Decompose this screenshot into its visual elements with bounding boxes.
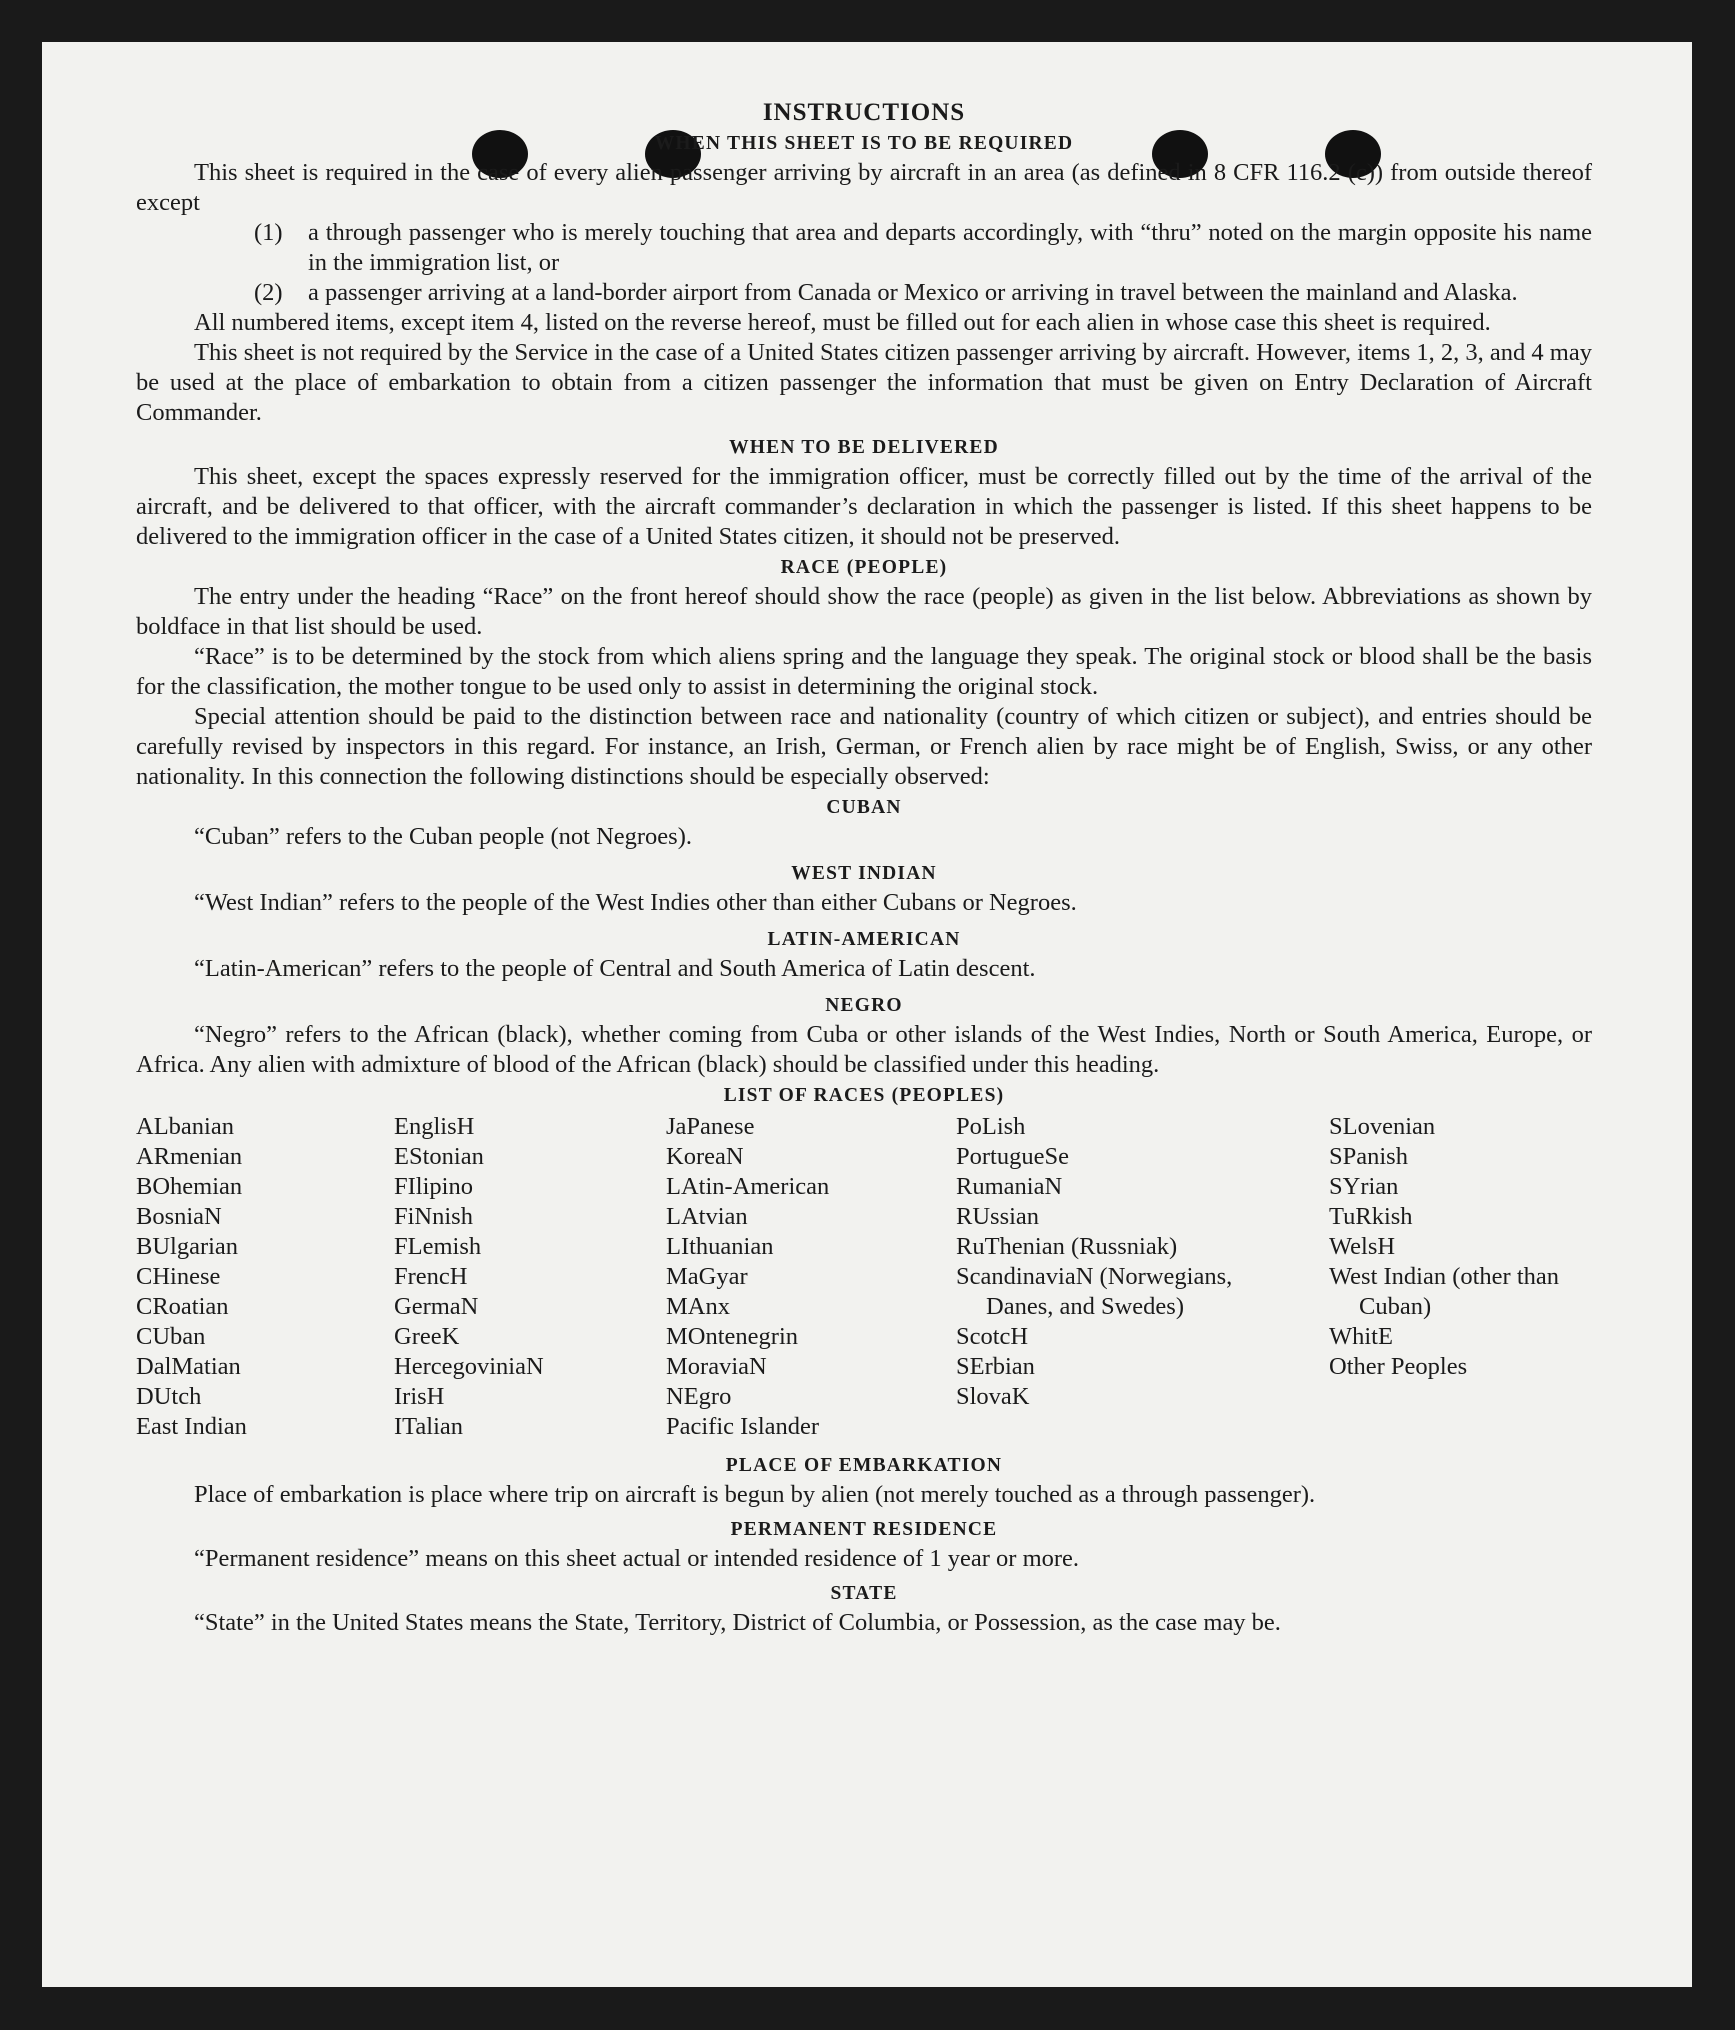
- race-item: GreeK: [394, 1323, 460, 1350]
- race-item: TuRkish: [1329, 1203, 1413, 1230]
- race-item: MAnx: [666, 1293, 730, 1320]
- numbered-item: [136, 278, 1592, 308]
- race-item: ALbanian: [136, 1113, 234, 1140]
- heading-list-of-races: LIST OF RACES (PEOPLES): [723, 1085, 1005, 1106]
- paragraph: “West Indian” refers to the people of the West Indies other than either Cubans or Negroes.: [194, 889, 1077, 916]
- race-list: [136, 1112, 1592, 1442]
- heading-latin-american: LATIN-AMERICAN: [767, 929, 961, 950]
- race-item: SYrian: [1329, 1173, 1399, 1200]
- heading-state: STATE: [830, 1583, 898, 1604]
- race-item: Pacific Islander: [666, 1413, 820, 1440]
- race-item: ScandinaviaN (Norwegians, Danes, and Swedes): [956, 1263, 1233, 1320]
- race-item: JaPanese: [666, 1113, 755, 1140]
- paragraph: This sheet is required in the case of every alien passenger arriving by aircraft in an area (as defined in 8 CFR 116.2 (c)) from outside thereof except: [136, 159, 1592, 216]
- race-item: GermaN: [394, 1293, 479, 1320]
- heading-negro: NEGRO: [825, 995, 903, 1016]
- heading-west-indian: WEST INDIAN: [791, 863, 937, 884]
- heading-cuban: CUBAN: [826, 797, 902, 818]
- race-item: RumaniaN: [956, 1173, 1063, 1200]
- item-text: a passenger arriving at a land-border airport from Canada or Mexico or arriving in travel between the mainland and Alaska.: [308, 279, 1518, 306]
- race-item: FIlipino: [394, 1173, 473, 1200]
- page-title: INSTRUCTIONS: [762, 99, 966, 126]
- paragraph: “Latin-American” refers to the people of Central and South America of Latin descent.: [194, 955, 1036, 982]
- race-item: LAtin-American: [666, 1173, 830, 1200]
- numbered-item: [136, 218, 1592, 278]
- race-item: SlovaK: [956, 1383, 1030, 1410]
- race-item: FrencH: [394, 1263, 468, 1290]
- race-item: FiNnish: [394, 1203, 473, 1230]
- heading-when-delivered: WHEN TO BE DELIVERED: [729, 437, 999, 458]
- paragraph: This sheet, except the spaces expressly reserved for the immigration officer, must be correctly filled out by the time of the arrival of the aircraft, and be delivered to that officer, with the aircraft commander’s declaration in which the passenger is listed. If this sheet happens to be delivered to the immigration officer in the case of a United States citizen, it should not be preserved.: [136, 463, 1592, 550]
- heading-permanent-residence: PERMANENT RESIDENCE: [730, 1519, 998, 1540]
- paragraph: The entry under the heading “Race” on the front hereof should show the race (people) as given in the list below. Abbreviations as shown by boldface in that list should be used.: [136, 583, 1592, 640]
- item-text: a through passenger who is merely touching that area and departs accordingly, with “thru” noted on the margin opposite his name in the immigration list, or: [308, 219, 1592, 276]
- race-item: SErbian: [956, 1353, 1035, 1380]
- race-item: EStonian: [394, 1143, 484, 1170]
- race-column-2: [394, 1112, 666, 1442]
- paragraph: “Race” is to be determined by the stock from which aliens spring and the language they speak. The original stock or blood shall be the basis for the classification, the mother tongue to be used only to assist in determining the original stock.: [136, 643, 1592, 700]
- race-item: West Indian (other than Cuban): [1329, 1263, 1560, 1320]
- race-item: ARmenian: [136, 1143, 243, 1170]
- race-item: DalMatian: [136, 1353, 241, 1380]
- race-item: BosniaN: [136, 1203, 222, 1230]
- paragraph: Place of embarkation is place where trip on aircraft is begun by alien (not merely touched as a through passenger).: [194, 1481, 1316, 1508]
- race-column-5: [1329, 1112, 1592, 1442]
- paragraph: All numbered items, except item 4, listed on the reverse hereof, must be filled out for each alien in whose case this sheet is required.: [194, 309, 1491, 336]
- race-column-4: [956, 1112, 1329, 1442]
- heading-race: RACE (PEOPLE): [780, 557, 948, 578]
- race-item: LAtvian: [666, 1203, 748, 1230]
- race-item: LIthuanian: [666, 1233, 774, 1260]
- race-item: CUban: [136, 1323, 206, 1350]
- race-item: NEgro: [666, 1383, 732, 1410]
- race-item: BOhemian: [136, 1173, 243, 1200]
- race-item: BUlgarian: [136, 1233, 239, 1260]
- race-item: East Indian: [136, 1413, 247, 1440]
- race-item: CRoatian: [136, 1293, 229, 1320]
- item-number: (1): [254, 219, 283, 246]
- race-item: IrisH: [394, 1383, 445, 1410]
- paragraph: “Negro” refers to the African (black), whether coming from Cuba or other islands of the West Indies, North or South America, Europe, or Africa. Any alien with admixture of blood of the African (black) should be classified under this heading.: [136, 1021, 1592, 1078]
- race-item: Other Peoples: [1329, 1353, 1468, 1380]
- race-item: RuThenian (Russniak): [956, 1233, 1178, 1260]
- race-column-3: [666, 1112, 956, 1442]
- race-column-1: [136, 1112, 394, 1442]
- race-item: ScotcH: [956, 1323, 1029, 1350]
- paragraph: “Cuban” refers to the Cuban people (not Negroes).: [194, 823, 692, 850]
- race-item: PoLish: [956, 1113, 1026, 1140]
- race-item: SPanish: [1329, 1143, 1408, 1170]
- paragraph: “Permanent residence” means on this sheet actual or intended residence of 1 year or more.: [194, 1545, 1080, 1572]
- race-item: FLemish: [394, 1233, 482, 1260]
- race-item: KoreaN: [666, 1143, 744, 1170]
- paragraph: This sheet is not required by the Service in the case of a United States citizen passenger arriving by aircraft. However, items 1, 2, 3, and 4 may be used at the place of embarkation to obtain from a citizen passenger the information that must be given on Entry Declaration of Aircraft Commander.: [136, 339, 1592, 426]
- race-item: ITalian: [394, 1413, 464, 1440]
- race-item: CHinese: [136, 1263, 221, 1290]
- race-item: WelsH: [1329, 1233, 1396, 1260]
- heading-place-of-embarkation: PLACE OF EMBARKATION: [725, 1455, 1003, 1476]
- document-content: [136, 98, 1592, 1638]
- race-item: SLovenian: [1329, 1113, 1436, 1140]
- race-item: WhitE: [1329, 1323, 1393, 1350]
- race-item: EnglisH: [394, 1113, 475, 1140]
- race-item: PortugueSe: [956, 1143, 1069, 1170]
- race-item: MaGyar: [666, 1263, 748, 1290]
- race-item: MoraviaN: [666, 1353, 767, 1380]
- heading-when-required: WHEN THIS SHEET IS TO BE REQUIRED: [654, 133, 1074, 154]
- paragraph: “State” in the United States means the State, Territory, District of Columbia, or Possession, as the case may be.: [194, 1609, 1281, 1636]
- race-item: RUssian: [956, 1203, 1040, 1230]
- item-number: (2): [254, 279, 283, 306]
- race-item: MOntenegrin: [666, 1323, 798, 1350]
- paragraph: Special attention should be paid to the distinction between race and nationality (country of which citizen or subject), and entries should be carefully revised by inspectors in this regard. For instance, an Irish, German, or French alien by race might be of English, Swiss, or any other nationality. In this connection the following distinctions should be especially observed:: [136, 703, 1592, 790]
- race-item: DUtch: [136, 1383, 202, 1410]
- race-item: HercegoviniaN: [394, 1353, 544, 1380]
